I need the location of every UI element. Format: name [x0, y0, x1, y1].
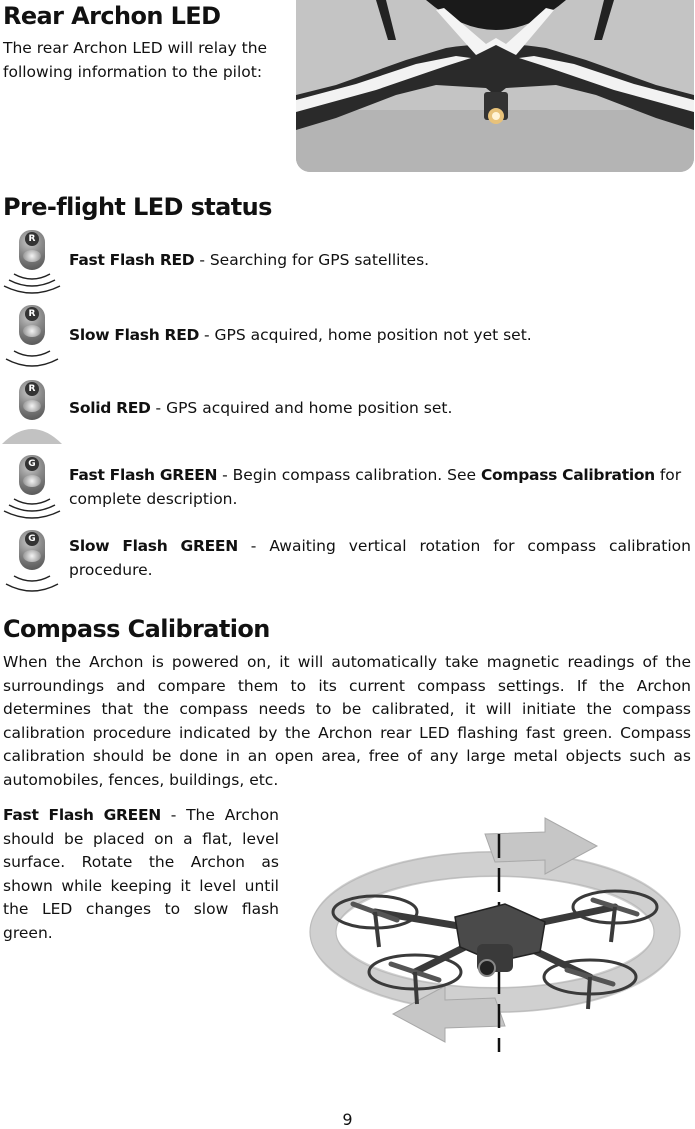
- led-status-slow-flash-green: G Slow Flash GREEN - Awaiting vertical rotation for compass calibration procedure.: [0, 530, 695, 598]
- led-description: Begin compass calibration. See: [232, 466, 481, 484]
- drone-rear-photo: [296, 0, 694, 172]
- led-status-solid-red: R Solid RED - GPS acquired and home position set.: [0, 380, 695, 448]
- led-fast-flash-red-icon: R: [0, 230, 64, 298]
- compass-title: Compass Calibration: [3, 615, 270, 643]
- led-status-fast-flash-green: G Fast Flash GREEN - Begin compass calibration. See Compass Calibration for complete description.: [0, 455, 695, 523]
- led-status-slow-flash-red: R Slow Flash RED - GPS acquired, home position not yet set.: [0, 305, 695, 373]
- led-label: Fast Flash RED: [69, 251, 195, 269]
- led-label: Solid RED: [69, 399, 151, 417]
- compass-step-text: The Archon should be placed on a flat, level surface. Rotate the Archon as shown while keeping it level until the LED changes to slow flash green.: [3, 806, 279, 942]
- compass-calibration-link: Compass Calibration: [480, 466, 655, 484]
- led-label: Slow Flash GREEN: [69, 537, 238, 555]
- page-number: 9: [342, 1110, 353, 1129]
- rear-led-title: Rear Archon LED: [3, 2, 221, 30]
- rear-led-intro: The rear Archon LED will relay the following information to the pilot:: [3, 39, 268, 81]
- led-fast-flash-green-icon: G: [0, 455, 64, 523]
- led-description: Searching for GPS satellites.: [209, 251, 430, 269]
- compass-step: Fast Flash GREEN - The Archon should be placed on a flat, level surface. Rotate the Archon as shown while keeping it level until the LED changes to slow flash green.: [3, 806, 279, 942]
- led-status-fast-flash-red: R Fast Flash RED - Searching for GPS satellites.: [0, 230, 695, 298]
- led-solid-red-icon: R: [0, 380, 64, 448]
- led-description: Awaiting vertical rotation for compass calibration procedure.: [69, 537, 691, 579]
- drone-rotation-illustration: [305, 812, 685, 1057]
- led-label: Slow Flash RED: [69, 326, 200, 344]
- led-slow-flash-red-icon: R: [0, 305, 64, 373]
- led-description: GPS acquired, home position not yet set.: [214, 326, 532, 344]
- compass-step-label: Fast Flash GREEN: [3, 806, 161, 824]
- preflight-title: Pre-flight LED status: [3, 193, 272, 221]
- led-slow-flash-green-icon: G: [0, 530, 64, 598]
- compass-body: When the Archon is powered on, it will automatically take magnetic readings of the surroundings and compare them to its current compass settings. If the Archon determines that the compass needs to be calibrated, it will initiate the compass calibration procedure indicated by the Archon rear LED flashing fast green. Compass calibration should be done in an open area, free of any large metal objects such as automobiles, fences, buildings, etc.: [3, 653, 691, 789]
- led-label: Fast Flash GREEN: [69, 466, 218, 484]
- led-description: GPS acquired and home position set.: [166, 399, 453, 417]
